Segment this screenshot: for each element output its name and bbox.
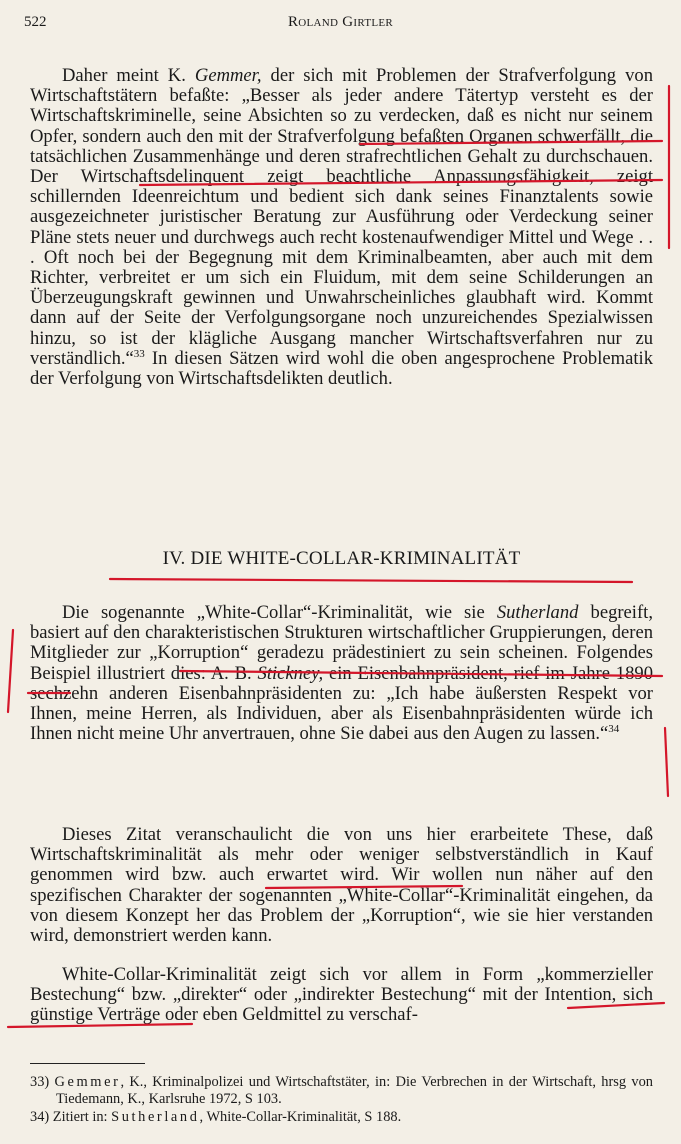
running-head-author: Roland Girtler <box>287 14 394 30</box>
paragraph-white-collar: Die sogenannte „White-Collar“-Kriminalität, wie sie Sutherland begreift, basiert auf den charakteristischen Strukturen wirtschaftlicher Gruppierungen, deren Mitglieder zur „Korruption“ geradezu prädestiniert zu sein scheinen. Folgendes Beispiel illustriert dies: A. B. Stickney, ein Eisenbahnpräsident, rief im Jahre 1890 sechzehn anderen Eisenbahnpräsidenten zu: „Ich habe äußersten Respekt vor Ihnen, meine Herren, als Individuen, aber als Eisenbahnpräsidenten würde ich Ihnen nicht meine Uhr anvertrauen, ohne Sie dabei aus den Augen zu lassen.“$^{34}$ <box>30 602 653 745</box>
paragraph-gemmer-quote: Daher meint K. Gemmer, der sich mit Problemen der Strafverfolgung von Wirtschaftstätern befaßte: „Besser als jeder andere Tätertyp versteht es der Wirtschaftskriminelle, seine Absichten so zu verdecken, daß es nicht nur seinem Opfer, sondern auch den mit der Strafverfolgung befaßten Organen schwerfällt, die tatsächlichen Zusammenhänge und deren strafrechtlichen Gehalt zu durchschauen. Der Wirtschaftsdelinquent zeigt beachtliche Anpassungsfähigkeit, zeigt schillernden Ideenreichtum und bedient sich dank seines Finanztalents sowie ausgezeichneter juristischer Beratung zur Ausführung oder Verdeckung seiner Pläne stets neuer und durchwegs auch recht kostenaufwendiger Mittel und Wege . . . Oft noch bei der Begegnung mit dem Kriminalbeamten, aber auch mit dem Richter, verbreitet er um sich ein Fluidum, mit dem seine Schilderungen an Überzeugungskraft gewinnen und Unwahrscheinliches glaubhaft wird. Kommt dann auf der Seite der Verfolgungsorgane noch unzureichendes Spezialwissen hinzu, so ist der klägliche Ausgang mancher Wirtschaftsverfahren nur zu verständlich.“$^{33}$ In diesen Sätzen wird wohl die oben angesprochene Problematik der Verfolgung von Wirtschaftsdelikten deutlich. <box>30 65 653 390</box>
footnote-ref-34: 34 <box>608 723 620 736</box>
person-name-stickney: Stickney, <box>257 662 324 684</box>
footnote-33: 33) Gemmer, K., Kriminalpolizei und Wirtschaftstäter, in: Die Verbrechen in der Wirtschaft, hrsg von Tiedemann, K., Karlsruhe 1972, S 103. <box>30 1074 653 1107</box>
footnote-34: 34) Zitiert in: Sutherland, White-Collar-Kriminalität, S 188. <box>30 1109 402 1125</box>
author-name-sutherland: Sutherland <box>496 602 579 623</box>
page-number: 522 <box>24 14 47 30</box>
footnotes <box>30 1074 653 1128</box>
footnote-ref-33: 33 <box>133 347 145 360</box>
paragraph-thesis: Dieses Zitat veranschaulicht die von uns hier erarbeitete These, daß Wirtschaftskriminalität als mehr oder weniger selbstverständlich in Kauf genommen wird bzw. auch erwartet wird. Wir wollen nun näher auf den spezifischen Charakter der sogenannten „White-Collar“-Kriminalität eingehen, da von diesem Konzept her das Problem der „Korruption“, wie sie hier verstanden wird, demonstriert werden kann. <box>30 824 653 947</box>
paragraph-bribery: White-Collar-Kriminalität zeigt sich vor allem in Form „kommerzieller Bestechung“ bzw. „direkter“ oder „indirekter Bestechung“ mit der Intention, sich günstige Verträge oder eben Geldmittel zu verschaf- <box>30 964 653 1026</box>
footnote-divider <box>30 1063 145 1064</box>
section-heading: IV. DIE WHITE-COLLAR-KRIMINALITÄT <box>162 548 521 569</box>
author-name-gemmer: Gemmer, <box>194 65 262 86</box>
running-head <box>24 14 657 38</box>
